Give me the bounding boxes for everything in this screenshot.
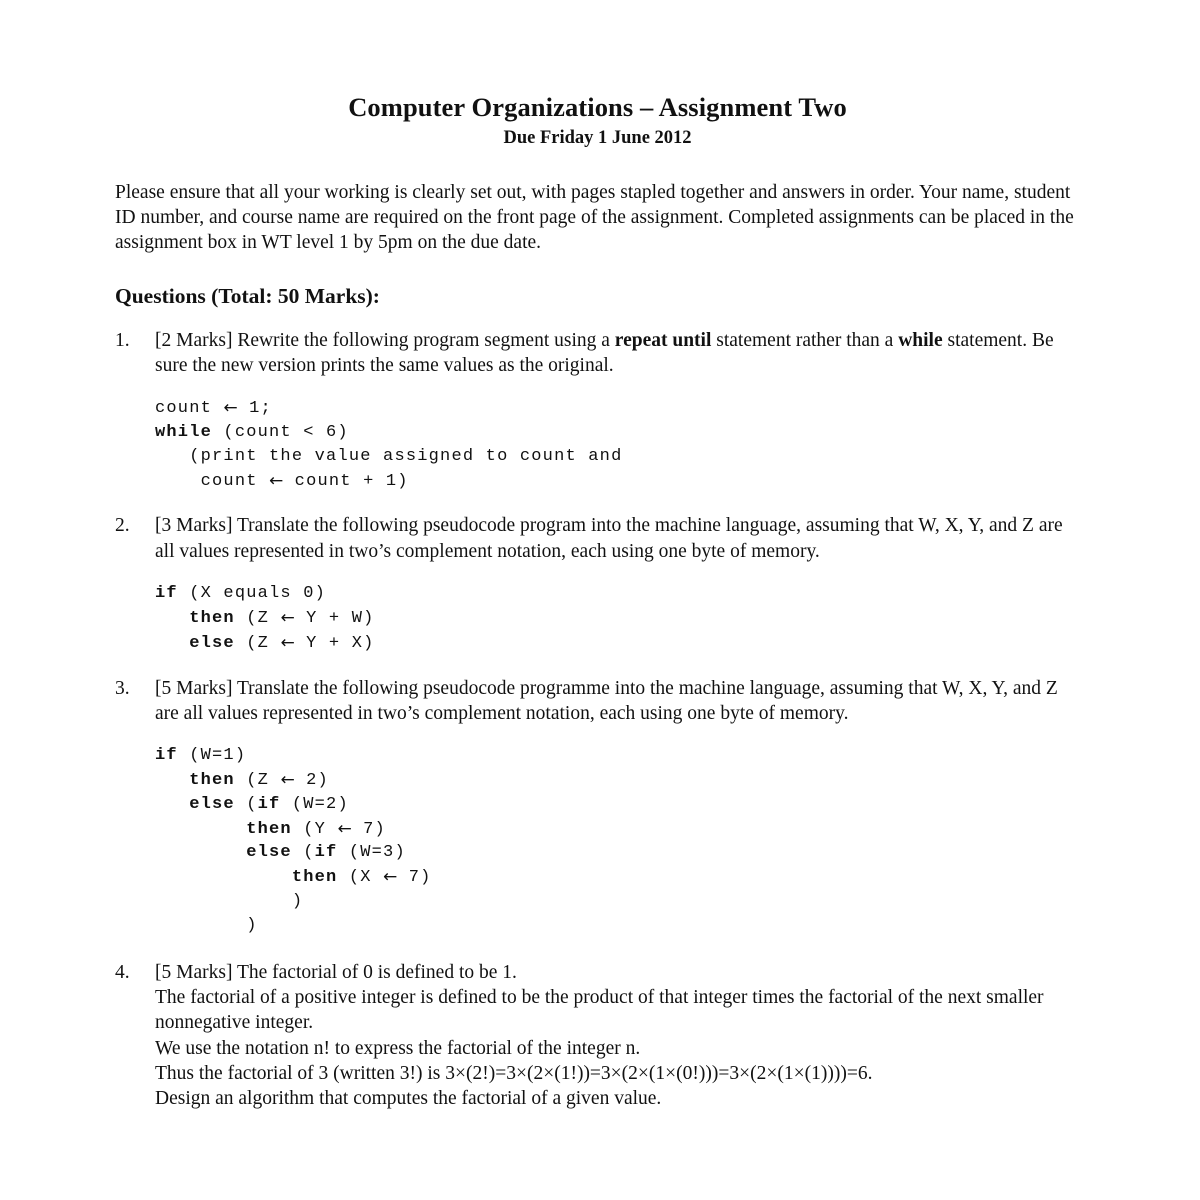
left-arrow-icon: ← xyxy=(269,470,284,491)
question-number: 3. xyxy=(115,677,130,699)
question-number: 1. xyxy=(115,329,130,351)
left-arrow-icon: ← xyxy=(223,398,238,419)
code-keyword: then xyxy=(189,608,235,628)
question-item xyxy=(115,960,1080,1112)
question-item xyxy=(115,513,1080,655)
left-arrow-icon: ← xyxy=(280,770,295,790)
code-keyword: while xyxy=(155,423,213,443)
question-text-line: We use the notation n! to express the factorial of the integer n. xyxy=(155,1037,641,1059)
code-line: ) xyxy=(246,915,258,935)
code-keyword: if xyxy=(155,746,178,766)
left-arrow-icon: ← xyxy=(280,607,295,628)
code-line: if (X equals 0) xyxy=(155,584,327,604)
question-item xyxy=(115,328,1080,494)
question-item xyxy=(115,676,1080,938)
code-keyword: then xyxy=(291,868,338,888)
question-body: [5 Marks] Translate the following pseudocode programme into the machine language, assuming that W, X, Y, and Z are all values represented in two’s complement notation, each using one byte of memory. xyxy=(155,677,1058,724)
code-keyword: then xyxy=(189,771,235,790)
left-arrow-icon: ← xyxy=(337,818,352,839)
code-keyword: if xyxy=(314,843,338,863)
code-block xyxy=(155,396,1080,493)
code-line: if (W=1) xyxy=(155,746,247,766)
code-line: else (if (W=2) xyxy=(189,794,349,814)
left-arrow-icon: ← xyxy=(280,632,295,653)
question-text-part: statement. Be sure the new version prints the same values as the original. xyxy=(155,329,1054,376)
intro-paragraph: Please ensure that all your working is clearly set out, with pages stapled together and answers in order. Your name, student ID number, and course name are required on the front page of the assignment. Completed assignments can be placed in the assignment box in WT level 1 by 5pm on the due date. xyxy=(115,181,1074,254)
code-line: else (if (W=3) xyxy=(246,843,406,863)
code-line: ) xyxy=(291,891,304,911)
code-line: then (Z ← 2) xyxy=(155,768,1080,793)
code-keyword: if xyxy=(155,584,178,604)
code-block xyxy=(155,744,1080,937)
code-line: then (Z ← Y + W) xyxy=(155,606,1080,631)
left-arrow-icon: ← xyxy=(383,867,398,888)
question-number: 4. xyxy=(115,961,130,983)
questions-section-heading: Questions (Total: 50 Marks): xyxy=(115,283,380,308)
question-text-line: Design an algorithm that computes the factorial of a given value. xyxy=(155,1088,662,1110)
code-line: else (Z ← Y + X) xyxy=(155,631,1080,656)
question-text-part: [2 Marks] Rewrite the following program segment using a xyxy=(155,329,615,351)
code-line: count ← count + 1) xyxy=(155,469,1080,494)
document-content xyxy=(115,92,1080,1112)
question-body xyxy=(155,960,1080,1112)
page-title: Computer Organizations – Assignment Two xyxy=(348,92,847,122)
code-line: then (Y ← 7) xyxy=(155,817,1080,842)
question-bold-term: while xyxy=(898,329,943,351)
question-text-line: Thus the factorial of 3 (written 3!) is 3×(2!)=3×(2×(1!))=3×(2×(1×(0!)))=3×(2×(1×(1))))=6. xyxy=(155,1062,873,1084)
code-keyword: if xyxy=(257,794,281,814)
code-keyword: else xyxy=(189,633,235,653)
question-body xyxy=(155,328,1080,379)
question-text-line: [5 Marks] The factorial of 0 is defined to be 1. xyxy=(155,961,517,983)
code-line: while (count < 6) xyxy=(155,423,349,443)
code-keyword: else xyxy=(246,843,292,863)
code-block xyxy=(155,582,1080,655)
code-line: then (X ← 7) xyxy=(155,865,1080,890)
code-keyword: else xyxy=(189,794,235,814)
question-body: [3 Marks] Translate the following pseudocode program into the machine language, assuming that W, X, Y, and Z are all values represented in two’s complement notation, each using one byte of memory. xyxy=(155,515,1063,562)
question-text-line: The factorial of a positive integer is defined to be the product of that integer times the factorial of the next smaller nonnegative integer. xyxy=(155,986,1044,1034)
code-line: (print the value assigned to count and xyxy=(189,446,623,466)
due-date-subtitle: Due Friday 1 June 2012 xyxy=(503,128,692,149)
question-text-part: statement rather than a xyxy=(711,329,899,351)
question-number: 2. xyxy=(115,515,130,537)
question-bold-term: repeat until xyxy=(614,329,712,351)
code-line: count ← 1; xyxy=(155,396,1080,421)
code-keyword: then xyxy=(246,819,292,839)
